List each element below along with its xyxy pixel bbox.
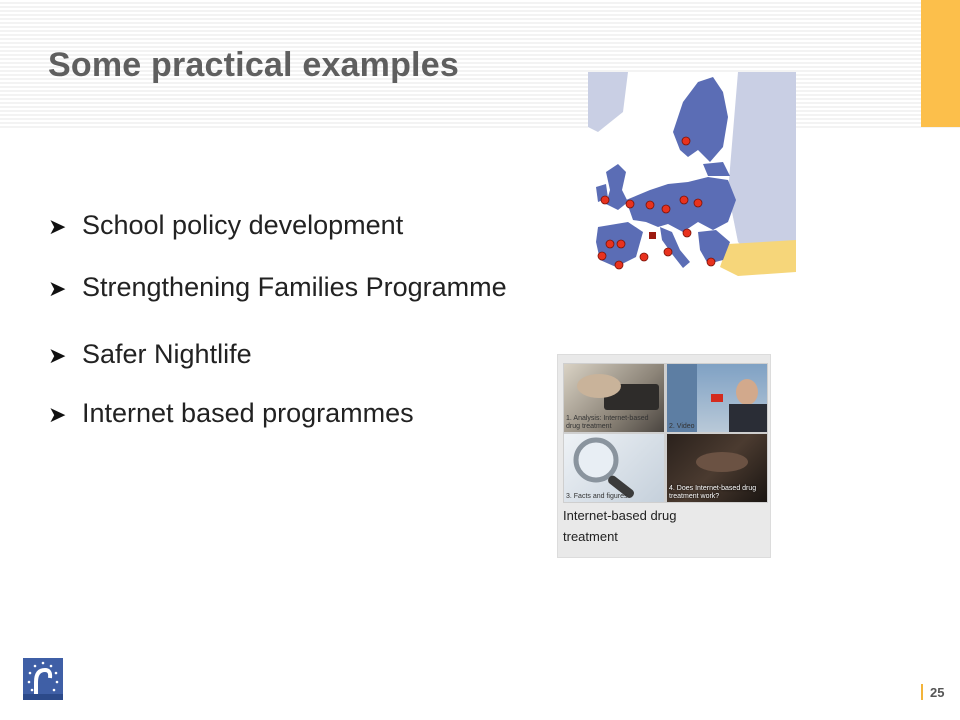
arrow-bullet-icon: ➤: [48, 343, 67, 368]
map-marker: [682, 137, 690, 145]
magnifier-icon: [564, 434, 664, 502]
map-marker: [662, 205, 670, 213]
tile-caption: 3. Facts and figures: [566, 493, 628, 500]
tile-does-it-work[interactable]: [667, 434, 767, 502]
arrow-bullet-icon: ➤: [48, 276, 67, 301]
map-marker: [606, 240, 614, 248]
map-marker-lisbon: [649, 232, 656, 239]
map-marker: [707, 258, 715, 266]
tile-video[interactable]: [667, 364, 767, 432]
bullet-text: School policy development: [82, 210, 404, 240]
tile-facts[interactable]: [564, 434, 664, 502]
thumbnail-caption: [563, 505, 763, 547]
map-marker: [601, 196, 609, 204]
bullet-text: Strengthening Families Programme: [82, 272, 507, 302]
map-marker: [646, 201, 654, 209]
tile-analysis[interactable]: [564, 364, 664, 432]
accent-bar: [921, 0, 960, 127]
tile-caption: 4. Does Internet-based drug treatment work?: [669, 485, 757, 500]
map-marker: [626, 200, 634, 208]
thumbnail-caption-line: Internet-based drug: [563, 508, 677, 523]
map-non-eu-east: [728, 72, 796, 262]
arrow-bullet-icon: ➤: [48, 214, 67, 239]
map-marker: [664, 248, 672, 256]
bullet-item: [48, 272, 507, 303]
slide-title: Some practical examples: [48, 46, 459, 84]
arrow-bullet-icon: ➤: [48, 402, 67, 427]
thumbnail-caption-line: treatment: [563, 529, 618, 544]
map-marker: [615, 261, 623, 269]
map-turkey: [720, 240, 796, 276]
tile-caption: 2. Video: [669, 423, 695, 430]
europe-map: [588, 72, 796, 278]
map-marker: [683, 229, 691, 237]
tile-caption: 1. Analysis: Internet-based drug treatment: [566, 415, 649, 430]
map-marker: [598, 252, 606, 260]
internet-treatment-thumbnail[interactable]: [557, 354, 771, 558]
map-marker: [680, 196, 688, 204]
bullet-item: [48, 398, 414, 429]
video-presenter-image: [667, 364, 767, 432]
bullet-text: Safer Nightlife: [82, 339, 252, 369]
bullet-text: Internet based programmes: [82, 398, 414, 428]
emcdda-logo: [23, 658, 63, 700]
page-number: 25: [930, 685, 945, 700]
map-marker: [640, 253, 648, 261]
page-number-bar: [921, 684, 923, 700]
map-marker: [617, 240, 625, 248]
bullet-item: [48, 210, 403, 241]
map-marker: [694, 199, 702, 207]
thumbnail-grid: [563, 363, 768, 503]
bullet-item: [48, 339, 252, 370]
